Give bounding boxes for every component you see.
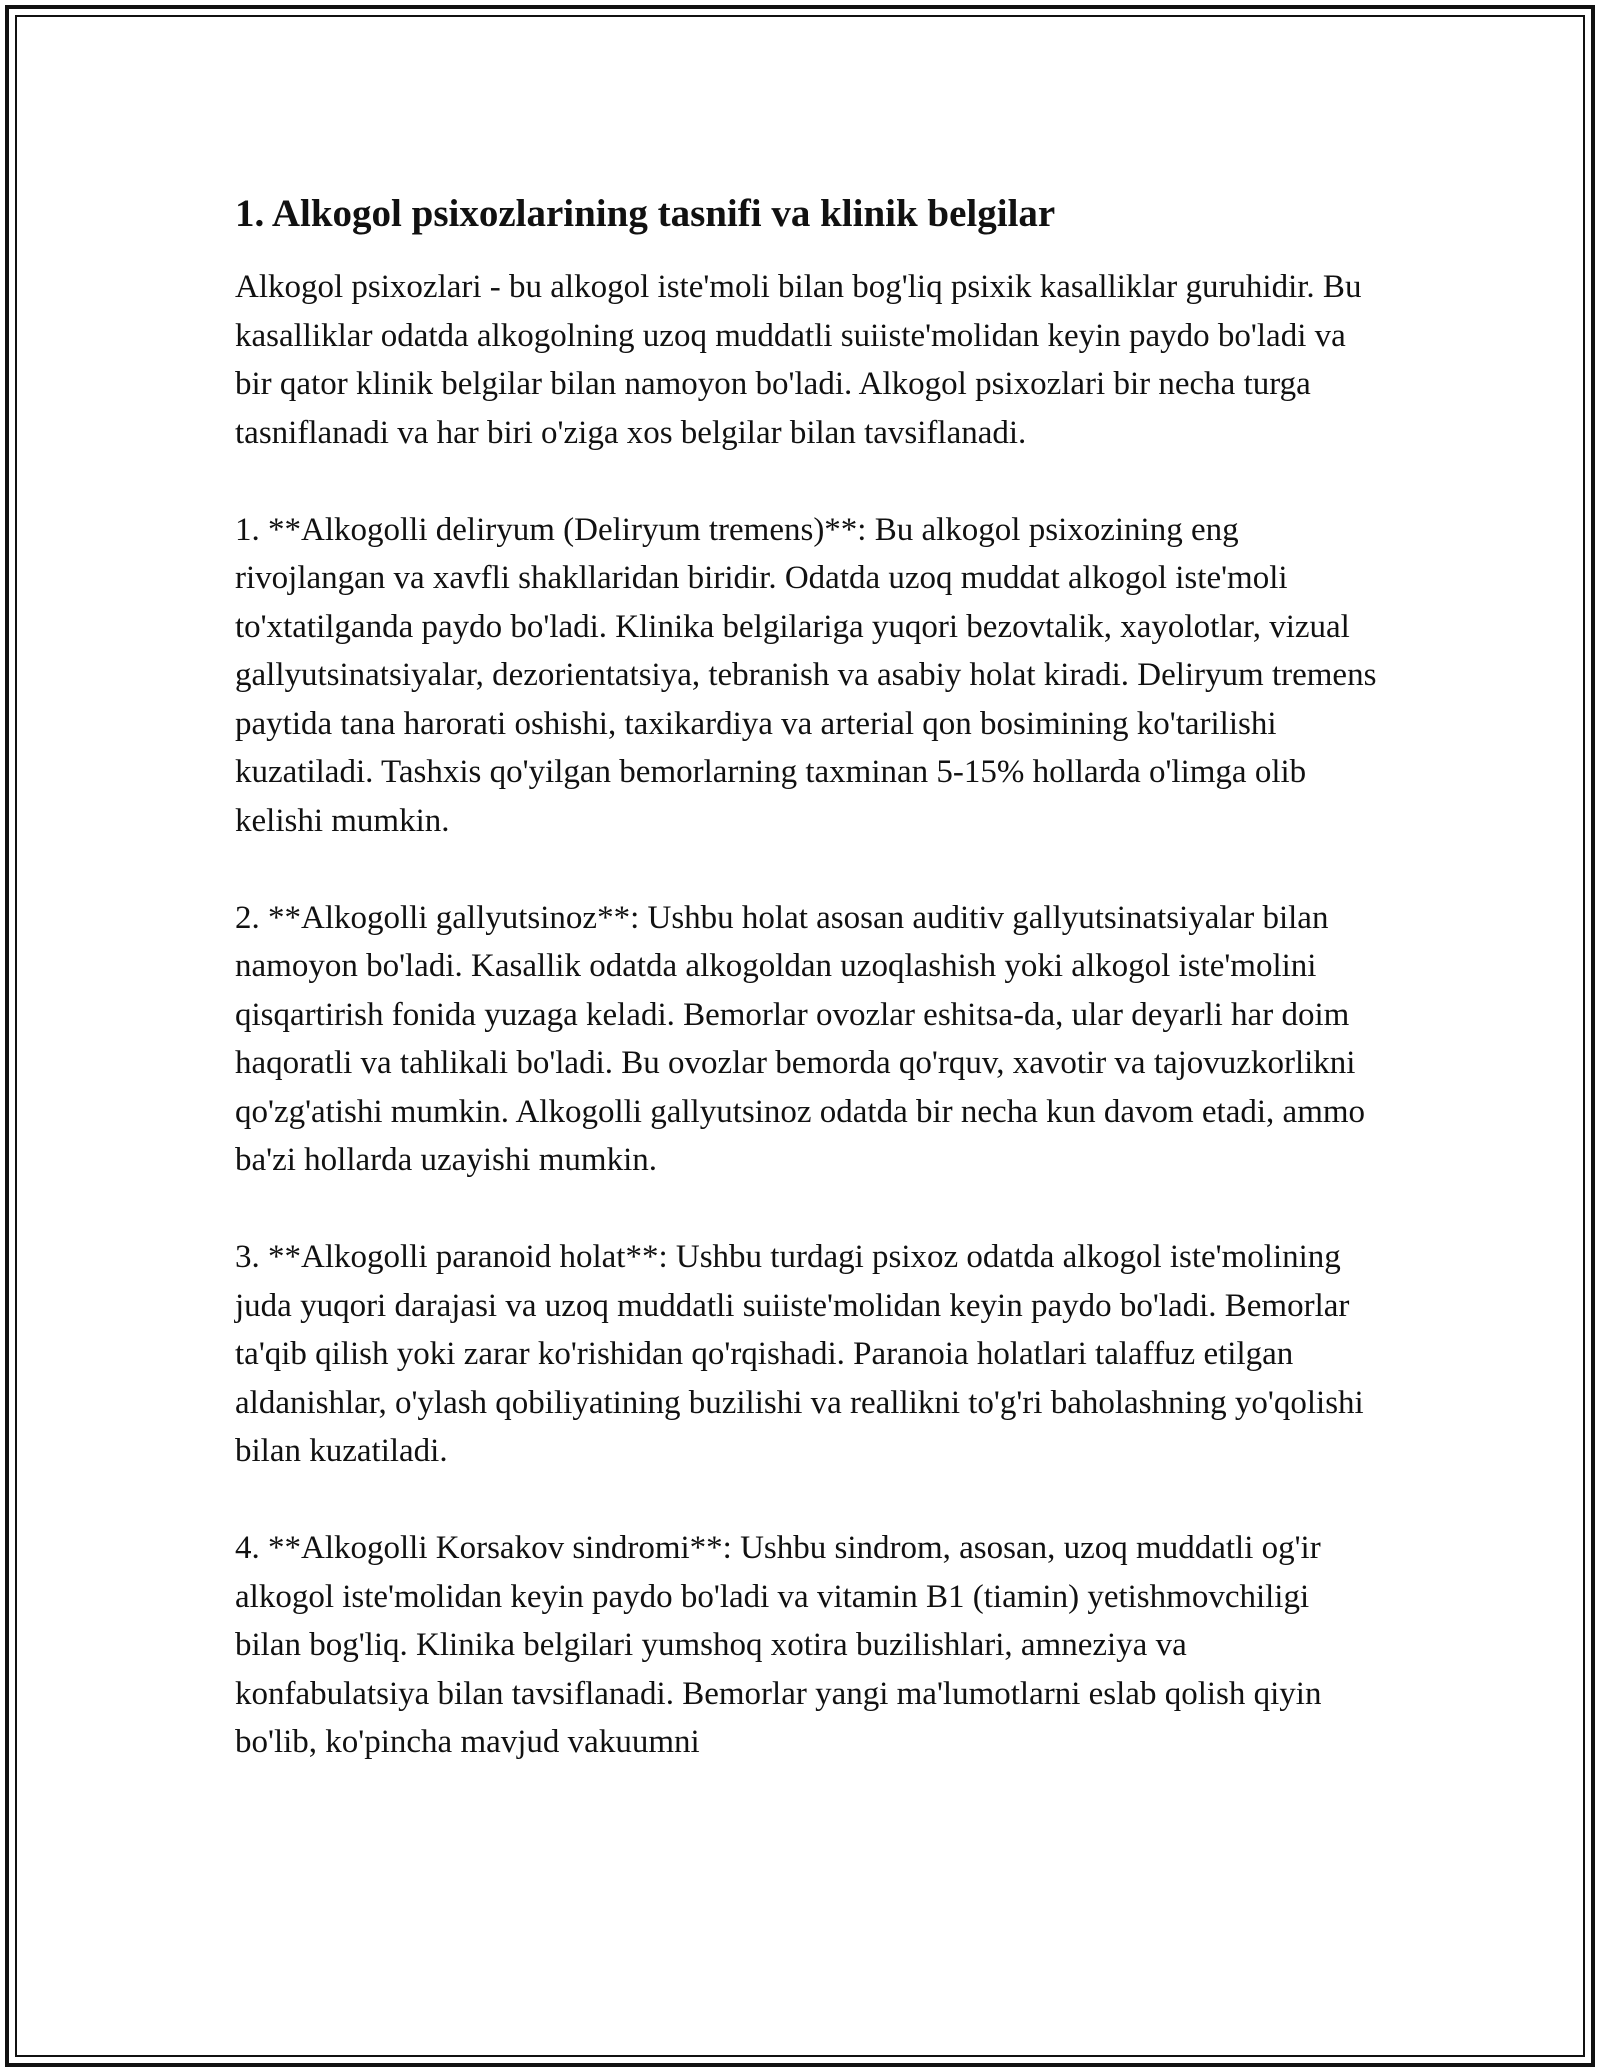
- document-body: [235, 190, 1380, 1815]
- intro-paragraph: Alkogol psixozlari - bu alkogol iste'moli bilan bog'liq psixik kasalliklar guruhidir. Bu kasalliklar odatda alkogolning uzoq muddatli suiiste'molidan keyin paydo bo'ladi va bir qator klinik belgilar bilan namoyon bo'ladi. Alkogol psixozlari bir necha turga tasniflanadi va har biri o'ziga xos belgilar bilan tavsiflanadi.: [235, 269, 1362, 451]
- section-heading: 1. Alkogol psixozlarining tasnifi va klinik belgilar: [235, 192, 1056, 235]
- paragraph-alcoholic-hallucinosis: 2. **Alkogolli gallyutsinoz**: Ushbu holat asosan auditiv gallyutsinatsiyalar bilan namoyon bo'ladi. Kasallik odatda alkogoldan uzoqlashish yoki alkogol iste'molini qisqartirish fonida yuzaga keladi. Bemorlar ovozlar eshitsa-da, ular deyarli har doim haqoratli va tahlikali bo'ladi. Bu ovozlar bemorda qo'rquv, xavotir va tajovuzkorlikni qo'zg'atishi mumkin. Alkogolli gallyutsinoz odatda bir necha kun davom etadi, ammo ba'zi hollarda uzayishi mumkin.: [235, 899, 1366, 1178]
- paragraph-korsakov-syndrome: 4. **Alkogolli Korsakov sindromi**: Ushbu sindrom, asosan, uzoq muddatli og'ir alkogol iste'molidan keyin paydo bo'ladi va vitamin B1 (tiamin) yetishmovchiligi bilan bog'liq. Klinika belgilari yumshoq xotira buzilishlari, amneziya va konfabulatsiya bilan tavsiflanadi. Bemorlar yangi ma'lumotlarni eslab qolish qiyin bo'lib, ko'pincha mavjud vakuumni: [235, 1530, 1322, 1760]
- paragraph-alcoholic-paranoid: 3. **Alkogolli paranoid holat**: Ushbu turdagi psixoz odatda alkogol iste'molining juda yuqori darajasi va uzoq muddatli suiiste'molidan keyin paydo bo'ladi. Bemorlar ta'qib qilish yoki zarar ko'rishidan qo'rqishadi. Paranoia holatlari talaffuz etilgan aldanishlar, o'ylash qobiliyatining buzilishi va reallikni to'g'ri baholashning yo'qolishi bilan kuzatiladi.: [235, 1239, 1364, 1469]
- paragraph-alcoholic-delirium: 1. **Alkogolli deliryum (Deliryum tremens)**: Bu alkogol psixozining eng rivojlangan va xavfli shakllaridan biridir. Odatda uzoq muddat alkogol iste'moli to'xtatilganda paydo bo'ladi. Klinika belgilariga yuqori bezovtalik, xayolotlar, vizual gallyutsinatsiyalar, dezorientatsiya, tebranish va asabiy holat kiradi. Deliryum tremens paytida tana harorati oshishi, taxikardiya va arterial qon bosimining ko'tarilishi kuzatiladi. Tashxis qo'yilgan bemorlarning taxminan 5-15% hollarda o'limga olib kelishi mumkin.: [235, 511, 1377, 839]
